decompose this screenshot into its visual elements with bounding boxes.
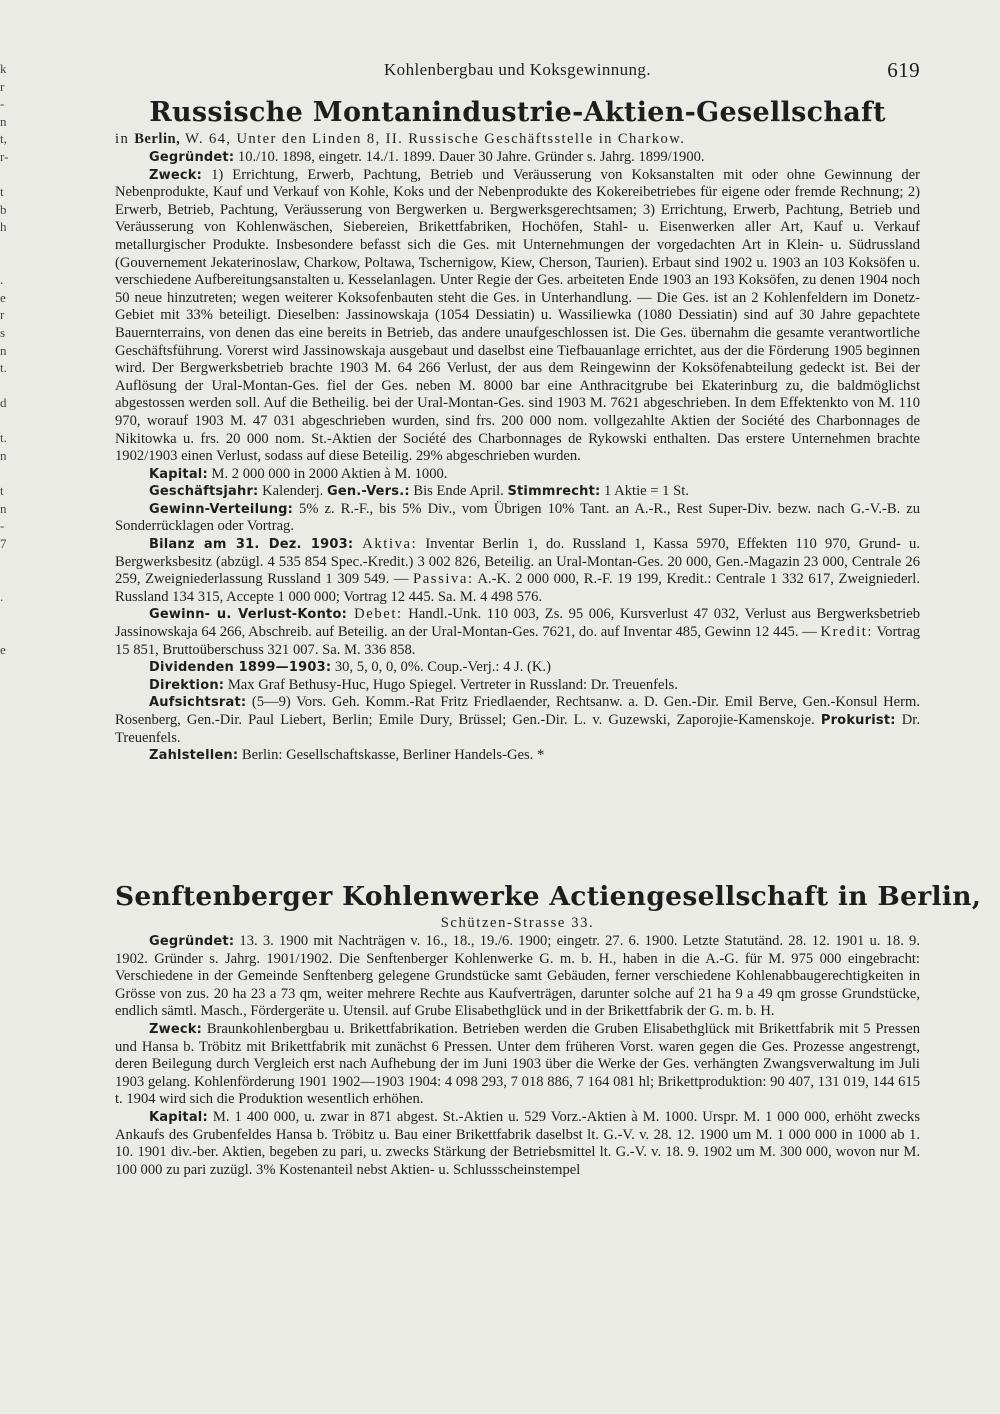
geschaeftsjahr-text: Kalenderj.: [258, 483, 327, 500]
kapital-paragraph: [115, 466, 920, 484]
margin-fragment: n: [0, 448, 7, 464]
direktion-label: Direktion:: [149, 677, 225, 693]
address-prefix: in: [115, 131, 135, 147]
aufsichtsrat-label: Aufsichtsrat:: [149, 695, 247, 711]
gegruendet-paragraph: [115, 149, 920, 167]
bilanz-passiva-text: A.-K. 2 000 000, R.-F. 19 199, Kredit.: Centrale 1 332 617, Zweigniederl. Russland 134 315, Accepte 1 000 000; Vortrag 12 445. Sa. M. 4 498 576.: [115, 571, 920, 605]
bilanz-passiva-word: Passiva:: [413, 571, 474, 588]
direktion-text: Max Graf Bethusy-Huc, Hugo Spiegel. Vertreter in Russland: Dr. Treuenfels.: [224, 676, 678, 693]
margin-fragment: .: [0, 588, 4, 604]
margin-fragment: [0, 623, 14, 641]
genvers-text: Bis Ende April.: [409, 483, 508, 500]
bilanz-paragraph: [115, 536, 920, 606]
address-city: Berlin,: [134, 131, 181, 147]
margin-fragment: [0, 166, 14, 184]
margin-fragment: [0, 676, 14, 694]
margin-fragment: n: [0, 113, 7, 129]
gegruendet-text: 10./10. 1898, eingetr. 14./1. 1899. Dauer 30 Jahre. Gründer s. Jahrg. 1899/1900.: [234, 149, 705, 165]
geschaeftsjahr-label: Geschäftsjahr:: [149, 484, 259, 500]
zweck-label: Zweck:: [149, 167, 203, 183]
bilanz-aktiva-text: Inventar Berlin 1, do. Russland 1, Kassa 5970, Effekten 110 970, Grund- u. Bergwerksbesitz (abzügl. 4 535 854 Spec.-Kredit.) 3 002 826, Beteilig. an Ural-Montan-Ges. 20 000, Gen.-Magazin 23 000, Centrale 26 259, Zweigniederlassung Russland 1 309 549. —: [115, 536, 920, 588]
direktion-paragraph: [115, 677, 920, 695]
address-rest: W. 64, Unter den Linden 8, II. Russische Geschäftsstelle in Charkow.: [180, 131, 686, 147]
running-head-title: Kohlenbergbau und Koksgewinnung.: [384, 60, 651, 79]
margin-fragment: n: [0, 342, 7, 358]
stimmrecht-text: 1 Aktie = 1 St.: [600, 483, 689, 500]
margin-fragment: t,: [0, 131, 7, 147]
genvers-label: Gen.-Vers.:: [326, 484, 410, 500]
guv-paragraph: [115, 606, 920, 659]
margin-fragment: r: [0, 307, 5, 323]
dividenden-text: 30, 5, 0, 0, 0%. Coup.-Verj.: 4 J. (K.): [331, 659, 551, 676]
margin-fragment: e: [0, 641, 6, 657]
zweck-text: Braunkohlenbergbau u. Brikettfabrikation. Betrieben werden die Gruben Elisabethglück mit Brikettfabrik mit 5 Pressen und Hansa b. Tröbitz mit Brikettfabrik mit zunächst 6 Pressen. Unter dem früheren Vorst. waren gegen die Ges. Prozesse angestrengt, deren Beilegung durch Vergleich erst nach Aufhebung der im Juni 1903 über die Werke der Ges. verhängten Zwangsverwaltung im Juli 1903 gelang. Kohlenförderung 1901 1902—1903 1904: 4 098 293, 7 018 886, 7 164 081 hl; Brikettproduktion: 90 407, 131 019, 144 615 t. 1904 wird sich die Produktion wesentlich erhöhen.: [115, 1020, 920, 1108]
zweck-label: Zweck:: [149, 1021, 203, 1037]
margin-fragment: k: [0, 61, 7, 76]
margin-fragment: [0, 254, 14, 272]
company-title: Russische Montanindustrie-Aktien-Gesellschaft: [149, 97, 886, 128]
geschaeftsjahr-paragraph: [115, 483, 920, 501]
margin-fragment: t.: [0, 430, 7, 446]
margin-fragment: .: [0, 272, 4, 288]
gegruendet-label: Gegründet:: [149, 934, 235, 949]
margin-fragment: [0, 711, 14, 729]
margin-fragment: 7: [0, 536, 7, 552]
guv-label: Gewinn- u. Verlust-Konto:: [149, 607, 347, 623]
margin-fragment: s: [0, 324, 6, 340]
kapital-label: Kapital:: [149, 466, 208, 482]
margin-fragment: r-: [0, 148, 9, 164]
aufsichtsrat-paragraph: [115, 694, 920, 747]
margin-fragment: [0, 553, 14, 571]
margin-fragment: b: [0, 201, 7, 217]
gewinnverteilung-label: Gewinn-Verteilung:: [149, 501, 294, 517]
margin-fragment: [0, 465, 14, 483]
company-address: [115, 130, 920, 149]
margin-fragment: e: [0, 289, 6, 305]
guv-debet-word: Debet:: [346, 606, 403, 623]
gegruendet-label: Gegründet:: [149, 150, 235, 165]
gewinnverteilung-text: 5% z. R.-F., bis 5% Div., vom Übrigen 10% Tant. an A.-R., Rest Super-Div. bezw. nach G.-V.-B. zu Sonderrücklagen oder Vortrag.: [115, 500, 920, 535]
gegruendet-paragraph: [115, 933, 920, 1021]
page-number: 619: [887, 58, 920, 82]
company-entry-senftenberger-kohlenwerke: [115, 880, 982, 1179]
zahlstellen-text: Berlin: Gesellschaftskasse, Berliner Handels-Ges. *: [238, 747, 545, 764]
zweck-paragraph: [115, 167, 920, 466]
margin-fragment: [0, 412, 14, 430]
bilanz-aktiva-word: Aktiva:: [353, 536, 418, 553]
margin-fragment: [0, 570, 14, 588]
bilanz-label: Bilanz am 31. Dez. 1903:: [149, 537, 354, 553]
dividenden-paragraph: [115, 659, 920, 677]
margin-fragment: [0, 658, 14, 676]
zweck-paragraph: [115, 1021, 920, 1109]
margin-fragment: r: [0, 78, 5, 94]
zweck-text: 1) Errichtung, Erwerb, Pachtung, Betrieb und Veräusserung von Koksanstalten mit oder ohne Gewinnung der Nebenprodukte, Kauf und Verkauf von Kohle, Koks und der Nebenprodukte des Kokereibetriebes für eigene oder fremde Rechnung; 2) Erwerb, Betrieb, Pachtung, Veräusserung von Bergwerken u. Bergwerksgerechtsamen; 3) Errichtung, Erwerb, Pachtung, Betrieb und Veräusserung von Kohlenwäschen, Siebereien, Brikettfabriken, Hochöfen, Stahl- u. Eisenwerken aller Art, Kauf u. Verkauf metallurgischer Produkte. Insbesondere befasst sich die Ges. mit Unternehmungen der vorgedachten Art in Klein- u. Südrussland (Gouvernement Jekaterinoslaw, Charkow, Poltawa, Tschernigow, Kiew, Cherson, Taurien). Erbaut sind 1902 u. 1903 an 103 Koksöfen u. verschiedene Aufbereitungsanstalten u. Kesselanlagen. Unter Regie der Ges. arbeiteten Ende 1903 an 193 Koksöfen, zu denen 1904 noch 50 neue hinzutreten; wegen weiterer Koksofenbauten steht die Ges. in Unterhandlung. — Die Ges. ist an 2 Kohlenfeldern im Donetz-Gebiet mit 33% beteiligt. Dieselben: Jassinowskaja (1054 Dessiatin) u. Wassiliewka (1080 Dessiatin) sind auf 30 Jahre gepachtete Bauernterrains, von denen das eine bereits in Betrieb, das andere unaufgeschlossen ist. Die Ges. übernahm die gesamte verantwortliche Geschäftsführung. Vorerst wird Jassinowskaja ausgebaut und daselbst eine Tiefbauanlage errichtet, aus der die Förderung 1905 beginnen wird. Der Bergwerksbetrieb brachte 1903 M. 64 266 Verlust, der aus dem Reingewinn der Koksöfenabteilung gedeckt ist. Bei der Auflösung der Ural-Montan-Ges. fiel der Ges. neben M. 8000 bar eine Anthracitgrube bei Ekaterinburg zu, die baldmöglichst abgestossen werden soll. Auf die Betheilig. bei der Ural-Montan-Ges. sind 1903 M. 7621 abgeschrieben. In dem Effektenkto von M. 110 970, worauf 1903 M. 47 031 abgeschrieben wurden, sind frs. 200 000 nom. vollgezahlte Aktien der Société des Charbonnages de Nikitowka u. frs. 20 000 nom. St.-Aktien der Société des Charbonnages de Rykowski enthalten. Das erstere Unternehmen brachte 1902/1903 einen Verlust, sodass auf diese Beteilig. 29% abgeschrieben wurden.: [115, 166, 920, 465]
margin-fragment: [0, 693, 14, 711]
stimmrecht-label: Stimmrecht:: [507, 484, 601, 500]
margin-fragment: -: [0, 96, 5, 112]
running-head: [115, 58, 920, 82]
kapital-text: M. 1 400 000, u. zwar in 871 abgest. St.-Aktien u. 529 Vorz.-Aktien à M. 1000. Urspr. M. 1 000 000, erhöht zwecks Ankaufs des Grubenfeldes Hansa b. Tröbitz u. Bau einer Brikettfabrik daselbst lt. G.-V. v. 28. 12. 1900 um M. 1 000 000 in 1000 ab 1. 10. 1901 div.-ber. Aktien, begeben zu pari, u. zwecks Stärkung der Betriebsmittel lt. G.-V. v. 18. 9. 1902 um M. 300 000, wovon nur M. 100 000 zu pari zuzügl. 3% Kostenanteil nebst Aktien- u. Schlussscheinstempel: [115, 1108, 920, 1178]
margin-fragment: [0, 605, 14, 623]
margin-fragment: d: [0, 395, 7, 411]
prokurist-text: Dr. Treuenfels.: [115, 712, 920, 746]
margin-fragment: t: [0, 483, 4, 499]
dividenden-label: Dividenden 1899—1903:: [149, 660, 332, 676]
zahlstellen-label: Zahlstellen:: [149, 748, 239, 764]
margin-fragment: t: [0, 184, 4, 200]
guv-kredit-word: Kredit:: [820, 624, 874, 641]
kapital-paragraph: [115, 1109, 920, 1179]
gegruendet-text: 13. 3. 1900 mit Nachträgen v. 16., 18., 19./6. 1900; eingetr. 27. 6. 1900. Letzte Statutänd. 28. 12. 1901 u. 18. 9. 1902. Gründer s. Jahrg. 1901/1902. Die Senftenberger Kohlenwerke G. m. b. H., haben in die A.-G. für M. 975 000 eingebracht: Verschiedene in der Gemeinde Senftenberg gelegene Grundstücke samt Gebäuden, ferner verschiedene Kohlenabbaugerechtigkeiten in Grösse von zus. 20 ha 23 a 73 qm, weiter mehrere Rechte aus Kaufverträgen, darunter solche auf 21 ha 9 a 49 qm grosse Grundstücke, endlich sämtl. Masch., Fördergeräte u. Utensil. auf Grube Elisabethglück und in der Brikettfabrik der G. m. b. H.: [115, 933, 920, 1020]
kapital-text: M. 2 000 000 in 2000 Aktien à M. 1000.: [207, 465, 448, 482]
guv-debet-text: Handl.-Unk. 110 003, Zs. 95 006, Kursverlust 47 032, Verlust aus Bergwerksbetrieb Jassinowskaja 64 266, Abschreib. auf Beteilig. an der Ural-Montan-Ges. 7621, do. auf Inventar 485, Gewinn 12 445. —: [115, 606, 921, 641]
company-title: Senftenberger Kohlenwerke Actiengesellschaft in Berlin,: [115, 881, 982, 912]
company-address: Schützen-Strasse 33.: [440, 915, 595, 931]
prokurist-label: Prokurist:: [820, 713, 896, 728]
margin-fragment: [0, 377, 14, 395]
kapital-label: Kapital:: [149, 1109, 208, 1125]
gewinnverteilung-paragraph: [115, 501, 920, 536]
margin-fragment: n: [0, 500, 7, 516]
margin-fragment: h: [0, 219, 7, 235]
margin-fragment: t.: [0, 360, 7, 376]
guv-kredit-text: Vortrag 15 851, Bruttoüberschuss 321 007. Sa. M. 336 858.: [115, 624, 920, 658]
aufsichtsrat-text: (5—9) Vors. Geh. Komm.-Rat Fritz Friedlaender, Rechtsanw. a. D. Gen.-Dir. Emil Berve, Gen.-Konsul Herm. Rosenberg, Gen.-Dir. Paul Liebert, Berlin; Emile Dury, Brüssel; Gen.-Dir. L. v. Guzewski, Zaporojie-Kamenskoje.: [115, 694, 920, 728]
left-margin-fragments: [0, 60, 14, 729]
margin-fragment: -: [0, 518, 5, 534]
margin-fragment: [0, 236, 14, 254]
zahlstellen-paragraph: [115, 747, 920, 765]
company-entry-russische-montanindustrie: [115, 96, 920, 765]
